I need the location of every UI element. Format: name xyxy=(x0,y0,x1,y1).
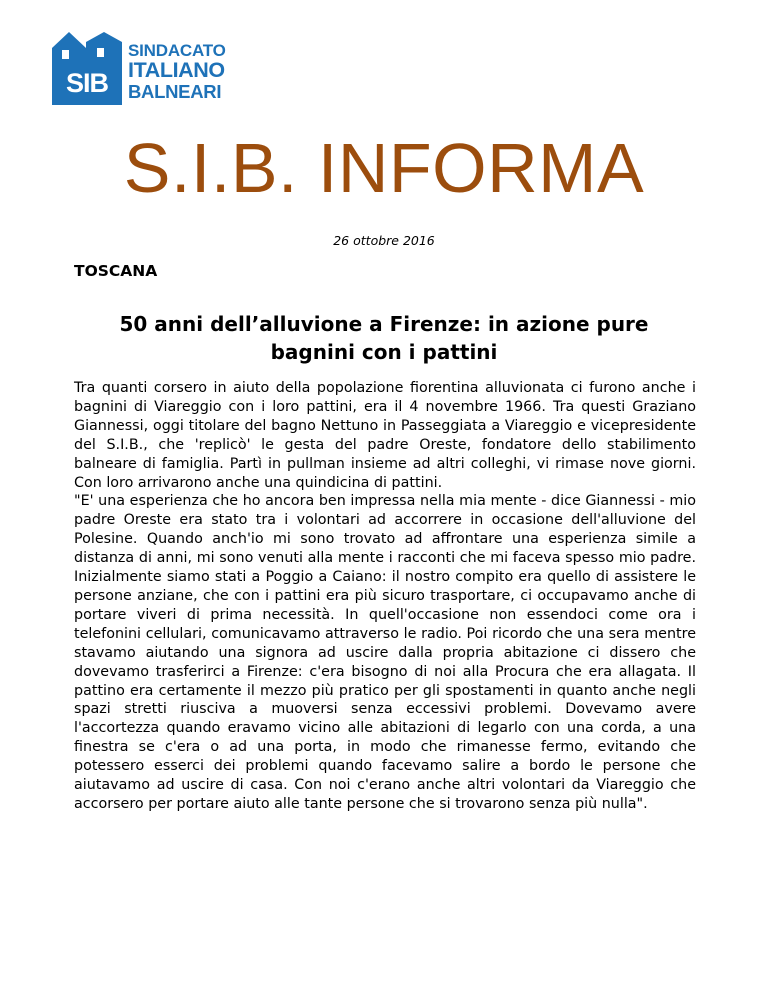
sib-logo-wordmark xyxy=(128,42,226,101)
logo-line-1: SINDACATO xyxy=(128,41,226,60)
svg-text:SIB: SIB xyxy=(65,68,109,98)
publication-date: 26 ottobre 2016 xyxy=(333,233,435,248)
sib-logo-mark xyxy=(52,30,122,105)
region-label: TOSCANA xyxy=(74,262,158,280)
sib-logo xyxy=(52,30,272,106)
article-headline: 50 anni dell’alluvione a Firenze: in azione pure bagnini con i pattini xyxy=(119,312,649,364)
logo-line-2: ITALIANO xyxy=(128,58,225,82)
article-paragraph: Tra quanti corsero in aiuto della popolazione fiorentina alluvionata ci furono anche i bagnini di Viareggio con i loro pattini, era il 4 novembre 1966. Tra questi Graziano Giannessi, oggi titolare del bagno Nettuno in Passeggiata a Viareggio e vicepresidente del S.I.B., che 'replicò' le gesta del padre Oreste, fondatore dello stabilimento balneare di famiglia. Partì in pullman insieme ad altri colleghi, vi rimase nove giorni. Con loro arrivarono anche una quindicina di pattini. xyxy=(74,380,696,491)
article-paragraph: "E' una esperienza che ho ancora ben impressa nella mia mente - dice Giannessi - mio padre Oreste era stato tra i volontari ad accorrere in occasione dell'alluvione del Polesine. Quando anch'io mi sono trovato ad affrontare una esperienza simile a distanza di anni, mi sono venuti alla mente i racconti che mi faceva spesso mio padre. Inizialmente siamo stati a Poggio a Caiano: il nostro compito era quello di assistere le persone anziane, che con i pattini era più sicuro trasportare, ci occupavamo anche di portare viveri di prima necessità. In quell'occasione non essendoci come ora i telefonini cellulari, comunicavamo attraverso le radio. Poi ricordo che una sera mentre stavamo aiutando una signora ad uscire dalla propria abitazione ci dissero che dovevamo trasferirci a Firenze: c'era bisogno di noi alla Procura che era allagata. Il pattino era certamente il mezzo più pratico per gli spostamenti in quanto anche negli spazi stretti riusciva a muoversi senza eccessivi problemi. Dovevamo avere l'accortezza quando eravamo vicino alle abitazioni di legarlo con una corda, a una finestra se c'era o ad una porta, in modo che rimanesse fermo, evitando che potessero esserci dei problemi quando facevamo salire a bordo le persone che aiutavamo ad uscire di casa. Con noi c'erano anche altri volontari da Viareggio che accorsero per portare aiuto alle tante persone che si trovarono senza più nulla". xyxy=(74,493,696,812)
article-body xyxy=(74,379,696,814)
logo-line-3: BALNEARI xyxy=(128,80,222,102)
masthead-title: S.I.B. INFORMA xyxy=(123,129,645,207)
